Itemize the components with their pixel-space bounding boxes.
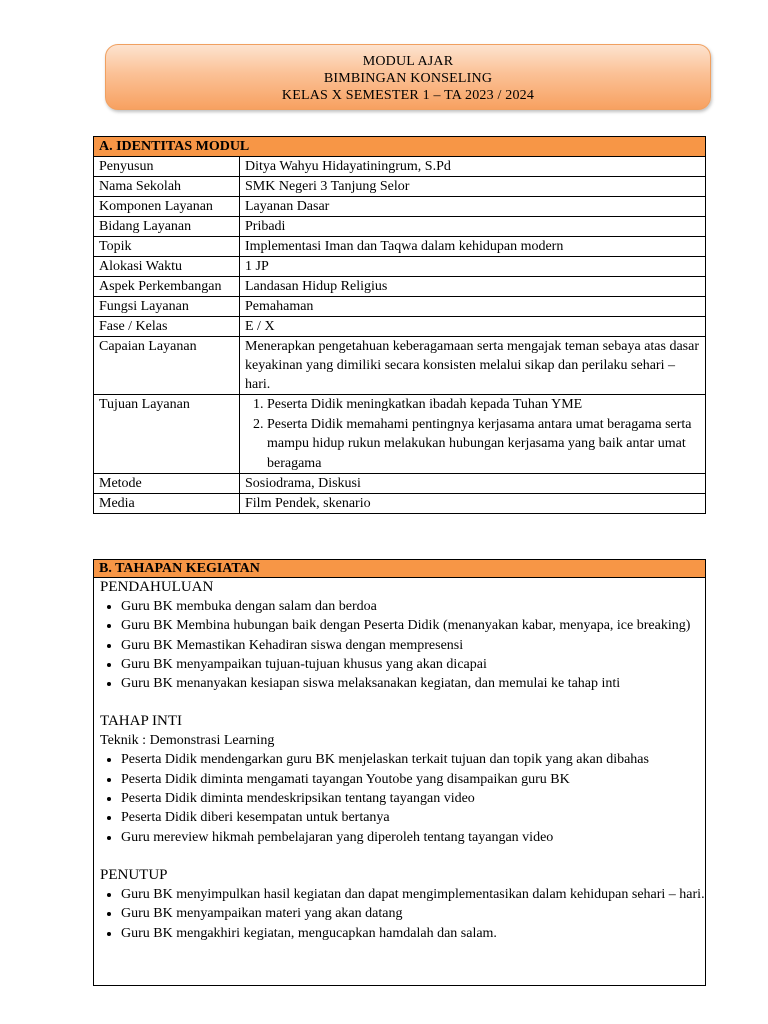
list-item: 1. Peserta Didik meningkatkan ibadah kepada Tuhan YME <box>267 395 700 415</box>
teknik-label: Teknik : Demonstrasi Learning <box>100 733 275 749</box>
row-key: Alokasi Waktu <box>94 257 240 277</box>
title-line-2: BIMBINGAN KONSELING <box>323 71 493 86</box>
row-value: Pribadi <box>240 217 706 237</box>
list-item: • Guru BK Membina hubungan baik dengan Peserta Didik (menanyakan kabar, menyapa, ice breaking) <box>121 616 705 635</box>
title-line-3: KELAS X SEMESTER 1 – TA 2023 / 2024 <box>281 88 535 103</box>
penutup-heading: PENUTUP <box>100 866 168 883</box>
tahapan-body <box>94 578 705 943</box>
table-row <box>94 197 706 217</box>
table-row <box>94 217 706 237</box>
list-item: • Guru BK mengakhiri kegiatan, mengucapkan hamdalah dan salam. <box>121 924 705 943</box>
identitas-heading: A. IDENTITAS MODUL <box>94 137 706 157</box>
list-item: • Peserta Didik mendengarkan guru BK menjelaskan terkait tujuan dan topik yang akan dibahas <box>121 750 705 769</box>
tahapan-kegiatan-box <box>93 559 706 986</box>
row-key: Aspek Perkembangan <box>94 277 240 297</box>
table-row <box>94 395 706 474</box>
row-value: Ditya Wahyu Hidayatiningrum, S.Pd <box>240 157 706 177</box>
row-value: Landasan Hidup Religius <box>240 277 706 297</box>
row-key: Penyusun <box>94 157 240 177</box>
row-value: Layanan Dasar <box>240 197 706 217</box>
list-item: • Guru BK menyampaikan tujuan-tujuan khusus yang akan dicapai <box>121 655 705 674</box>
list-item: • Peserta Didik diberi kesempatan untuk bertanya <box>121 808 705 827</box>
row-value: Film Pendek, skenario <box>240 494 706 514</box>
identitas-modul-table <box>93 136 706 514</box>
table-row <box>94 297 706 317</box>
table-row <box>94 277 706 297</box>
penutup-list <box>100 885 705 943</box>
row-key: Bidang Layanan <box>94 217 240 237</box>
table-row <box>94 157 706 177</box>
row-value: Pemahaman <box>240 297 706 317</box>
row-value: E / X <box>240 317 706 337</box>
tujuan-value <box>240 395 706 474</box>
row-key: Nama Sekolah <box>94 177 240 197</box>
list-item: • Peserta Didik diminta mengamati tayangan Youtobe yang disampaikan guru BK <box>121 770 705 789</box>
list-item: 2. Peserta Didik memahami pentingnya kerjasama antara umat beragama serta mampu hidup rukun melakukan hubungan kerjasama yang baik antar umat beragama <box>267 415 700 474</box>
list-item: • Guru BK Memastikan Kehadiran siswa dengan mempresensi <box>121 636 705 655</box>
table-row <box>94 337 706 395</box>
row-key: Capaian Layanan <box>94 337 240 395</box>
row-key: Topik <box>94 237 240 257</box>
list-item: • Peserta Didik diminta mendeskripsikan tentang tayangan video <box>121 789 705 808</box>
row-key: Metode <box>94 474 240 494</box>
table-row <box>94 257 706 277</box>
tujuan-list <box>245 395 700 473</box>
table-row <box>94 474 706 494</box>
table-row <box>94 317 706 337</box>
list-item: • Guru BK menyampaikan materi yang akan datang <box>121 904 705 923</box>
row-key: Tujuan Layanan <box>94 395 240 474</box>
table-row <box>94 177 706 197</box>
row-value: SMK Negeri 3 Tanjung Selor <box>240 177 706 197</box>
list-item: • Guru BK membuka dengan salam dan berdoa <box>121 597 705 616</box>
capaian-line-2: keyakinan yang dimiliki secara konsisten melalui sikap dan perilaku sehari – hari. <box>245 358 675 392</box>
capaian-line-1: Menerapkan pengetahuan keberagamaan serta mengajak teman sebaya atas dasar <box>245 339 699 354</box>
table-row <box>94 494 706 514</box>
row-key: Fase / Kelas <box>94 317 240 337</box>
document-title-banner <box>105 44 711 110</box>
tahap-inti-heading: TAHAP INTI <box>100 713 182 730</box>
table-row <box>94 237 706 257</box>
list-item: • Guru BK menyimpulkan hasil kegiatan dan dapat mengimplementasikan dalam kehidupan sehari – hari. <box>121 885 705 904</box>
row-value: 1 JP <box>240 257 706 277</box>
title-line-1: MODUL AJAR <box>362 54 454 69</box>
row-key: Fungsi Layanan <box>94 297 240 317</box>
tahap-inti-list <box>100 750 705 846</box>
capaian-value <box>240 337 706 395</box>
row-value: Sosiodrama, Diskusi <box>240 474 706 494</box>
row-key: Komponen Layanan <box>94 197 240 217</box>
list-item: • Guru mereview hikmah pembelajaran yang diperoleh tentang tayangan video <box>121 828 705 847</box>
list-item: • Guru BK menanyakan kesiapan siswa melaksanakan kegiatan, dan memulai ke tahap inti <box>121 674 705 693</box>
tahapan-heading: B. TAHAPAN KEGIATAN <box>94 560 705 578</box>
pendahuluan-heading: PENDAHULUAN <box>100 579 214 595</box>
pendahuluan-list <box>100 597 705 693</box>
row-key: Media <box>94 494 240 514</box>
row-value: Implementasi Iman dan Taqwa dalam kehidupan modern <box>240 237 706 257</box>
